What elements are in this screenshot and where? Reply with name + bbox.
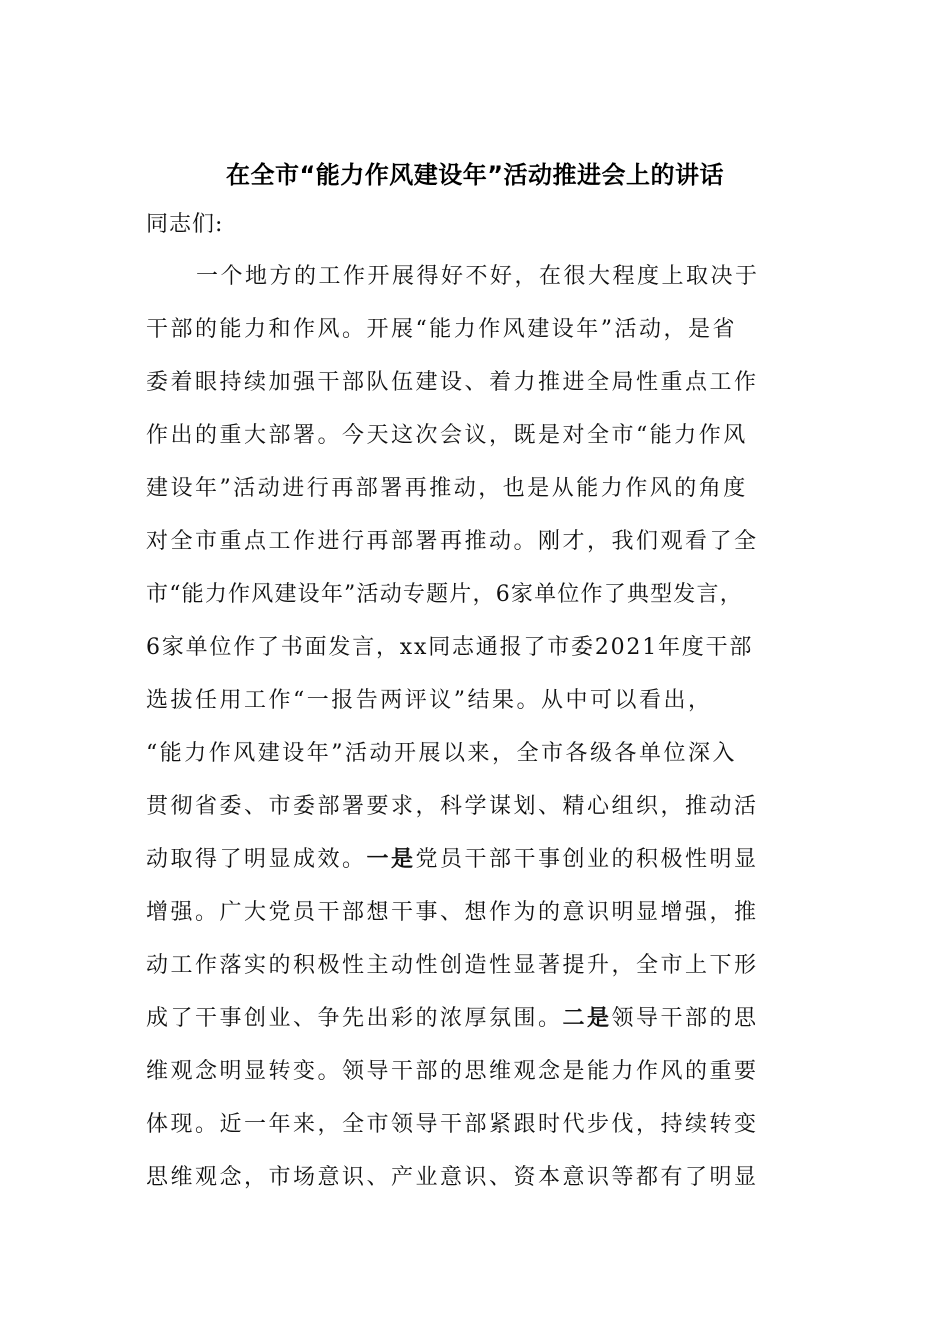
line-text: 思维观念，市场意识、产业意识、资本意识等都有了明显	[146, 1165, 759, 1190]
line-text: 建设年”活动进行再部署再推动，也是从能力作风的角度	[146, 476, 748, 501]
body-line	[146, 527, 759, 557]
body-line	[146, 368, 759, 398]
line-text: 委着眼持续加强干部队伍建设、着力推进全局性重点工作	[146, 370, 759, 395]
line-text: 维观念明显转变。领导干部的思维观念是能力作风的重要	[146, 1059, 759, 1084]
line-text: 动工作落实的积极性主动性创造性显著提升，全市上下形	[146, 953, 759, 978]
body-line	[146, 474, 748, 504]
emphasis-text: 一是	[366, 847, 416, 872]
line-text: “能力作风建设年”活动开展以来，全市各级各单位深入	[146, 741, 737, 766]
body-line	[146, 633, 753, 663]
line-text: 市“能力作风建设年”活动专题片，6家单位作了典型发言，	[146, 582, 743, 607]
document-title: 在全市“能力作风建设年”活动推进会上的讲话	[225, 161, 725, 189]
line-text: 作出的重大部署。今天这次会议，既是对全市“能力作风	[146, 423, 748, 448]
emphasis-text: 二是	[562, 1006, 612, 1031]
body-line	[146, 1004, 759, 1034]
body-line	[146, 421, 748, 451]
line-text: 干部的能力和作风。开展“能力作风建设年”活动，是省	[146, 317, 737, 342]
line-text: 增强。广大党员干部想干事、想作为的意识明显增强，推	[146, 900, 759, 925]
line-text: 领导干部的思	[611, 1006, 759, 1031]
body-line	[146, 951, 759, 981]
line-text: 成了干事创业、争先出彩的浓厚氛围。	[146, 1006, 563, 1031]
body-line	[146, 686, 713, 716]
line-text: 党员干部干事创业的积极性明显	[415, 847, 759, 872]
line-text: 体现。近一年来，全市领导干部紧跟时代步伐，持续转变	[146, 1112, 759, 1137]
line-text: 选拔任用工作“一报告两评议”结果。从中可以看出，	[146, 688, 713, 713]
body-line	[146, 1110, 759, 1140]
line-text: 一个地方的工作开展得好不好，在很大程度上取决于	[196, 264, 760, 289]
body-line	[146, 1057, 759, 1087]
body-line	[146, 580, 743, 610]
body-line	[146, 845, 759, 875]
line-text: 动取得了明显成效。	[146, 847, 367, 872]
body-line	[146, 898, 759, 928]
body-line	[146, 792, 759, 822]
body-line	[146, 739, 737, 769]
salutation: 同志们:	[146, 212, 224, 237]
line-text: 贯彻省委、市委部署要求，科学谋划、精心组织，推动活	[146, 794, 759, 819]
body-line	[146, 1163, 759, 1193]
line-text: 对全市重点工作进行再部署再推动。刚才，我们观看了全	[146, 529, 759, 554]
body-line	[146, 315, 737, 345]
body-line	[196, 262, 760, 292]
line-text: 6家单位作了书面发言，xx同志通报了市委2021年度干部	[146, 635, 754, 660]
